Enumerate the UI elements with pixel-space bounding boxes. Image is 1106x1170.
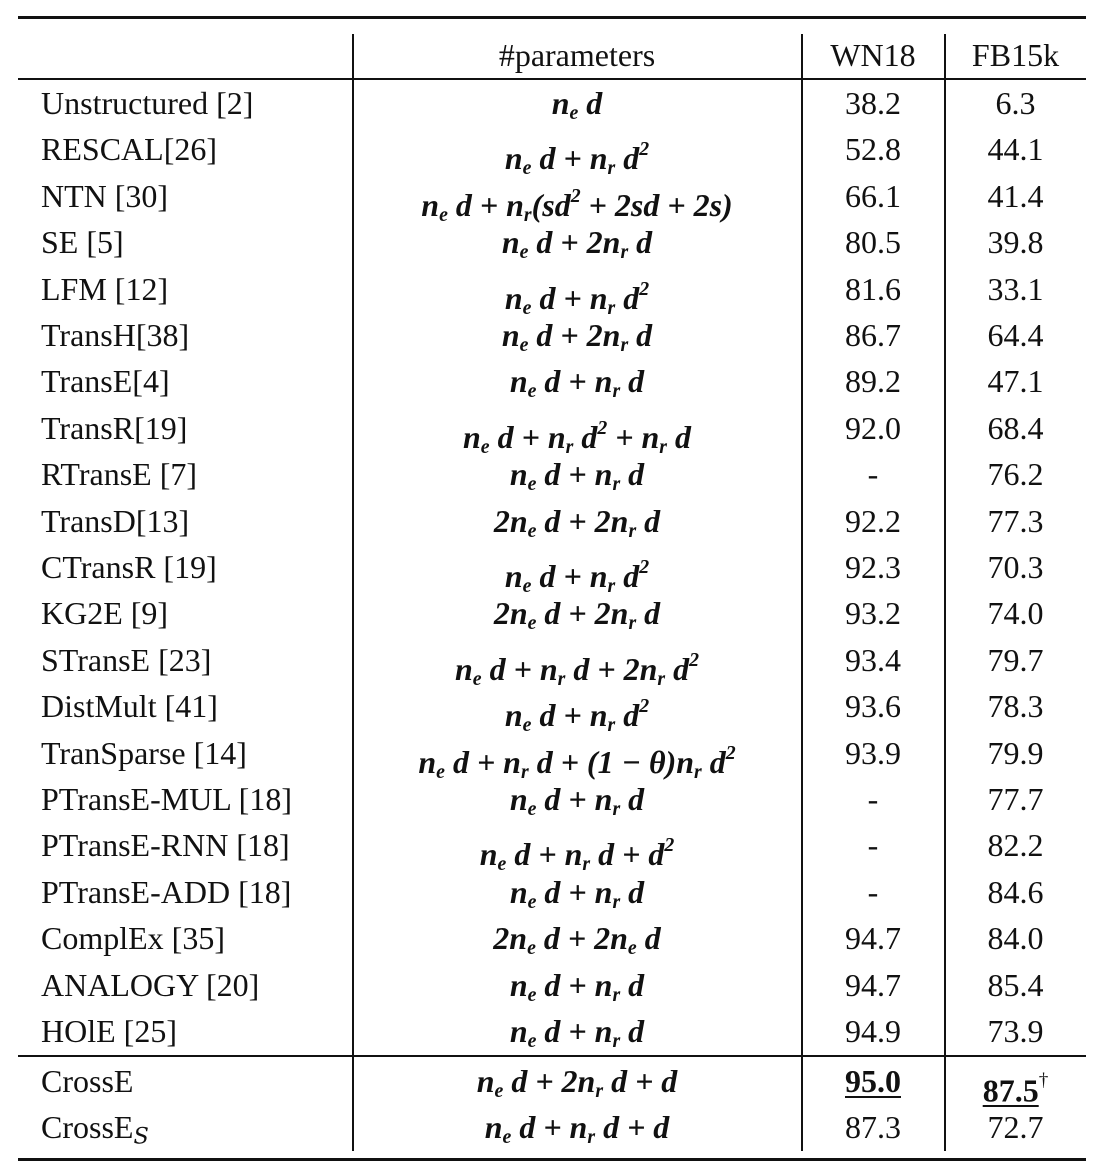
method-name: SE [5] xyxy=(41,224,124,261)
param-formula: $n_e$ $d + n_r$ $d^2$ xyxy=(504,695,650,737)
fb15k-score: 74.0 xyxy=(987,595,1044,632)
param-formula: $n_e$ $d + n_r$ $d + d^2$ xyxy=(479,834,675,876)
method-name: PTransE-MUL [18] xyxy=(41,781,292,817)
top-rule xyxy=(18,16,1086,19)
method-name: PTransE-ADD [18] xyxy=(41,873,292,910)
fb15k-score: 79.9 xyxy=(987,734,1044,771)
fb15k-value: 87.5 xyxy=(982,1072,1039,1109)
method-name: TransE[4] xyxy=(41,363,170,400)
wn18-score: 94.7 xyxy=(845,920,901,957)
method-name: NTN [30] xyxy=(41,177,169,214)
fb15k-score: 78.3 xyxy=(987,688,1044,725)
fb15k-score: 85.4 xyxy=(987,966,1044,1003)
param-formula: $n_e$ d xyxy=(551,85,603,124)
wn18-score: - xyxy=(867,827,879,864)
method-name: TranSparse [14] xyxy=(41,734,247,771)
fb15k-score: 47.1 xyxy=(987,363,1044,400)
method-name xyxy=(41,1104,149,1150)
param-formula: $n_e$ $d + n_r(sd^2 + 2sd + 2s)$ xyxy=(421,184,733,226)
method-name xyxy=(41,1058,133,1104)
wn18-score: 92.0 xyxy=(845,409,901,446)
method-name: STransE [23] xyxy=(41,641,212,678)
method-label: CrossE xyxy=(41,1063,134,1099)
method-name: KG2E [9] xyxy=(41,595,169,632)
fb15k-score: 33.1 xyxy=(987,270,1044,307)
param-formula: $n_e$ $d + n_r$ $d^2 + n_r$ d xyxy=(462,416,692,458)
wn18-score: 80.5 xyxy=(845,224,901,261)
param-formula: $n_e$ $d + 2n_r$ d + d xyxy=(476,1063,678,1102)
param-formula: $n_e$ $d + n_r$ d xyxy=(509,966,645,1006)
method-label: CrossE xyxy=(41,1109,134,1145)
fb15k-score: 68.4 xyxy=(987,409,1044,446)
param-formula: $n_e$ $d + n_r$ d xyxy=(509,1013,645,1052)
param-formula: $n_e$ $d + n_r$ d xyxy=(509,781,645,820)
param-formula: $n_e$ $d + n_r$ $d + (1 - \theta)n_r$ $d^2$ xyxy=(418,741,736,783)
wn18-score: 66.1 xyxy=(845,177,901,214)
wn18-score: - xyxy=(867,873,879,910)
method-subscript: S xyxy=(133,1123,149,1150)
method-name: TransR[19] xyxy=(41,409,188,446)
fb15k-score: 77.7 xyxy=(987,781,1044,817)
param-formula: $n_e$ $d + n_r$ d xyxy=(509,363,645,403)
method-name: DistMult [41] xyxy=(41,688,218,725)
dagger-mark: † xyxy=(1038,1070,1049,1091)
fb15k-score xyxy=(945,1104,1086,1150)
fb15k-score xyxy=(945,1058,1086,1109)
wn18-score: 86.7 xyxy=(845,317,901,353)
wn18-score: 92.3 xyxy=(845,549,901,585)
wn18-score: 92.2 xyxy=(845,502,901,539)
wn18-score: 94.9 xyxy=(845,1013,901,1049)
wn18-score: 93.2 xyxy=(845,595,901,632)
method-name: TransH[38] xyxy=(41,317,190,353)
param-formula: $2n_e$ $d + 2n_r$ d xyxy=(493,502,661,542)
fb15k-score: 41.4 xyxy=(987,177,1044,214)
method-name: CTransR [19] xyxy=(41,549,217,585)
param-formula: $n_e$ $d + 2n_r$ d xyxy=(501,317,653,356)
bottom-rule xyxy=(18,1158,1086,1161)
header-fb15k: FB15k xyxy=(971,37,1060,73)
wn18-score xyxy=(802,1104,944,1150)
method-name: HOlE [25] xyxy=(41,1013,177,1049)
wn18-score: 93.9 xyxy=(845,734,901,771)
wn18-score: - xyxy=(867,781,879,817)
method-name: RTransE [7] xyxy=(41,456,198,493)
mid-rule xyxy=(18,1055,1086,1057)
method-name: ANALOGY [20] xyxy=(41,966,260,1003)
fb15k-score: 77.3 xyxy=(987,502,1044,539)
wn18-value: 95.0 xyxy=(845,1063,901,1099)
wn18-score: 94.7 xyxy=(845,966,901,1003)
wn18-score: 93.6 xyxy=(845,688,901,725)
fb15k-score: 84.6 xyxy=(987,873,1044,910)
param-formula: $n_e$ $d + n_r$ d xyxy=(509,873,645,913)
fb15k-score: 64.4 xyxy=(987,317,1044,353)
fb15k-score: 44.1 xyxy=(987,131,1044,168)
fb15k-score: 70.3 xyxy=(987,549,1044,585)
fb15k-score: 39.8 xyxy=(987,224,1044,261)
fb15k-score: 84.0 xyxy=(987,920,1044,957)
method-name: PTransE-RNN [18] xyxy=(41,827,290,864)
wn18-value: 87.3 xyxy=(845,1109,901,1145)
fb15k-score: 76.2 xyxy=(987,456,1044,493)
param-formula: $n_e$ $d + n_r$ d + d xyxy=(484,1109,670,1148)
header-wn18: WN18 xyxy=(830,37,916,73)
method-name: ComplEx [35] xyxy=(41,920,225,957)
fb15k-score: 73.9 xyxy=(987,1013,1044,1049)
method-name: RESCAL[26] xyxy=(41,131,217,168)
method-name: LFM [12] xyxy=(41,270,169,307)
param-formula: $n_e$ $d + n_r$ $d^2$ xyxy=(504,556,650,597)
method-name: TransD[13] xyxy=(41,502,190,539)
method-name: Unstructured [2] xyxy=(41,85,254,121)
fb15k-score: 82.2 xyxy=(987,827,1044,864)
fb15k-score: 6.3 xyxy=(995,85,1036,121)
wn18-score: 93.4 xyxy=(845,641,901,678)
param-formula: $n_e$ $d + n_r$ $d^2$ xyxy=(504,138,650,180)
param-formula: $n_e$ $d + 2n_r$ d xyxy=(501,224,653,264)
param-formula: $n_e$ $d + n_r$ $d^2$ xyxy=(504,277,650,319)
param-formula: $n_e$ $d + n_r$ d xyxy=(509,456,645,496)
wn18-score: 52.8 xyxy=(845,131,901,168)
wn18-score: - xyxy=(867,456,879,493)
param-formula: $2n_e$ $d + 2n_e$ d xyxy=(493,920,661,960)
param-formula: $2n_e$ $d + 2n_r$ d xyxy=(493,595,661,635)
wn18-score: 81.6 xyxy=(845,270,901,307)
header-params: #parameters xyxy=(498,37,656,73)
wn18-score: 38.2 xyxy=(845,85,901,121)
fb15k-score: 79.7 xyxy=(987,641,1044,678)
fb15k-value: 72.7 xyxy=(987,1109,1044,1145)
wn18-score xyxy=(802,1058,944,1104)
wn18-score: 89.2 xyxy=(845,363,901,400)
param-formula: $n_e$ $d + n_r$ $d + 2n_r$ $d^2$ xyxy=(454,648,700,690)
